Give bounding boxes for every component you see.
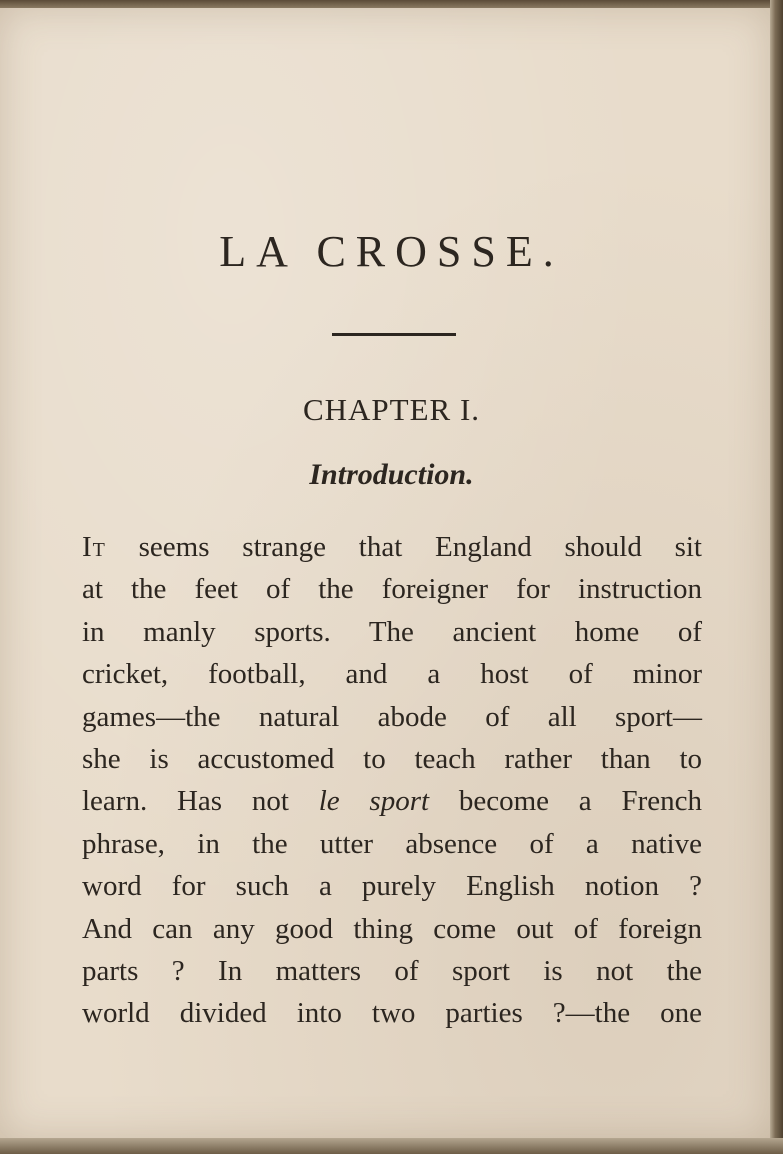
text-line-10: And can any good thing come out of foreign <box>82 912 702 945</box>
text-line-9: word for such a purely English notion ? <box>82 870 702 903</box>
text-line-7-after: become a French <box>429 785 702 818</box>
book-bottom-edge <box>0 1138 783 1154</box>
text-line-7 <box>82 780 702 822</box>
chapter-heading: CHAPTER I. <box>302 392 481 427</box>
text-line-1 <box>82 526 702 568</box>
book-right-edge <box>770 0 783 1154</box>
text-line-7-before: learn. Has not <box>82 785 319 818</box>
text-line-6: she is accustomed to teach rather than to <box>82 742 702 775</box>
text-line-4: cricket, football, and a host of minor <box>82 658 702 691</box>
text-line-1-rest: seems strange that England should sit <box>105 531 702 563</box>
text-line-3: in manly sports. The ancient home of <box>82 615 702 648</box>
book-page <box>0 8 770 1138</box>
text-line-12: world divided into two parties ?—the one <box>82 997 702 1030</box>
opening-word: It <box>82 531 106 563</box>
italic-phrase: le sport <box>318 785 430 818</box>
text-line-11: parts ? In matters of sport is not the <box>82 954 702 987</box>
section-subtitle: Introduction. <box>309 458 474 491</box>
text-line-5: games—the natural abode of all sport— <box>82 700 702 733</box>
text-line-2: at the feet of the foreigner for instruction <box>82 573 702 606</box>
title-divider-rule <box>332 333 456 336</box>
text-line-8: phrase, in the utter absence of a native <box>82 827 702 860</box>
book-title: LA CROSSE. <box>219 227 564 276</box>
body-paragraph <box>82 526 702 1035</box>
book-top-edge <box>0 0 783 8</box>
